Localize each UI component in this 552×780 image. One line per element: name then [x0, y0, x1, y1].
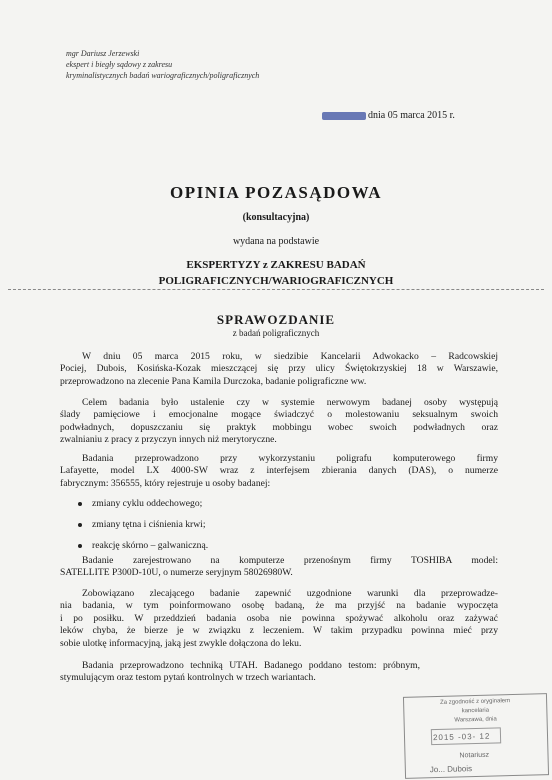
stamp-notary-label: Notariusz: [459, 751, 490, 760]
list-item-text: reakcję skórno – galwaniczną.: [92, 540, 209, 551]
text-line: Badania przeprowadzono techniką UTAH. Badanego poddano testom: próbnym,: [82, 660, 420, 671]
bullet-dot-icon: [78, 502, 82, 506]
text-line: Celem badania było ustalenie czy w systemie nerwowym badanej osoby występują: [82, 397, 498, 408]
paragraph-2: [60, 397, 498, 447]
stamp-line: Warszawa, dnia: [454, 716, 497, 724]
paragraph-1: [60, 351, 498, 388]
stamp-line: Za zgodność z oryginałem: [440, 698, 511, 706]
document-title: OPINIA POZASĄDOWA: [169, 183, 383, 202]
author-title-line: ekspert i biegły sądowy z zakresu: [66, 60, 173, 69]
text-line: zwalnianiu z pracy z przyczyn innych niż merytoryczne.: [60, 434, 277, 446]
bullet-dot-icon: [78, 544, 82, 548]
text-line: Pociej, Dubois, Kosińska-Kozak mieszczącej się przy ulicy Świętokrzyskiej 18 w Warszawie,: [60, 363, 498, 375]
date-text: dnia 05 marca 2015 r.: [368, 110, 455, 121]
expertise-heading-line2: POLIGRAFICZNYCH/WARIOGRAFICZNYCH: [158, 275, 394, 287]
text-line: Badania przeprowadzono przy wykorzystaniu poligrafu komputerowego firmy: [82, 453, 498, 464]
text-line: leków chyba, że bierze je w związku z leczeniem. W takim przypadku powinna mieć przy: [60, 625, 498, 637]
bullet-list: [78, 498, 208, 561]
document-subtitle: (konsultacyjna): [242, 212, 310, 223]
certification-stamp: [403, 693, 549, 779]
divider-line: [8, 289, 544, 290]
author-header: [66, 48, 259, 81]
text-line: podwładnych, dopuszczaniu się praktyk mobbingu wobec swoich podwładnych oraz: [60, 421, 498, 433]
text-line: sobie ulotkę informacyjną, jaką jest zwykle dołączona do leku.: [60, 637, 302, 649]
paragraph-5: [60, 588, 498, 650]
report-title: SPRAWOZDANIE: [216, 312, 336, 327]
text-line: stymulującym oraz testom pytań kontrolnych w trzech wariantach.: [60, 672, 316, 684]
text-line: fabrycznym: 356555, który rejestruje u osoby badanej:: [60, 477, 271, 489]
report-subtitle: z badań poligraficznych: [232, 328, 320, 338]
issued-basis-text: wydana na podstawie: [232, 236, 320, 247]
text-line: i po posiłku. W przeddzień badania osoba nie powinna spożywać alkoholu oraz zażywać: [60, 612, 498, 624]
paragraph-4: [60, 555, 498, 580]
stamp-line: kancelaria: [461, 707, 490, 715]
text-line: przeprowadzono na zlecenie Pana Kamila Durczoka, badanie poligraficzne ww.: [60, 375, 367, 387]
bullet-dot-icon: [78, 523, 82, 527]
text-line: W dniu 05 marca 2015 roku, w siedzibie Kancelarii Adwokacko – Radcowskiej: [82, 351, 498, 362]
stamp-name: Jo... Dubois: [429, 764, 473, 775]
text-line: Badanie zarejestrowano na komputerze przenośnym firmy TOSHIBA model:: [82, 555, 498, 566]
paragraph-6: [60, 660, 420, 685]
text-line: SATELLITE P300D-10U, o numerze seryjnym 58026980W.: [60, 567, 293, 579]
list-item: [78, 519, 208, 540]
author-name: mgr Dariusz Jerzewski: [66, 49, 140, 58]
expertise-heading-line1: EKSPERTYZY z ZAKRESU BADAŃ: [186, 259, 366, 271]
author-specialty-line: kryminalistycznych badań wariograficznych/poligraficznych: [66, 71, 260, 80]
list-item: [78, 498, 208, 519]
redacted-place: [322, 112, 366, 120]
stamp-date: 2015 -03- 12: [432, 731, 491, 743]
list-item-text: zmiany tętna i ciśnienia krwi;: [92, 519, 206, 530]
list-item-text: zmiany cyklu oddechowego;: [92, 498, 203, 509]
place-date-line: [322, 110, 455, 121]
text-line: ślady pamięciowe i emocjonalne mogące świadczyć o molestowaniu seksualnym swoich: [60, 409, 498, 421]
text-line: Zobowiązano zlecającego badanie zapewnić uzgodnione warunki dla przeprowadze-: [82, 588, 498, 599]
text-line: Lafayette, model LX 4000-SW wraz z interfejsem zbierania danych (DAS), o numerze: [60, 465, 498, 477]
text-line: nia badania, w tym poinformowano osobę badaną, że ma przyjść na badanie wypoczęta: [60, 600, 498, 612]
paragraph-3: [60, 453, 498, 490]
